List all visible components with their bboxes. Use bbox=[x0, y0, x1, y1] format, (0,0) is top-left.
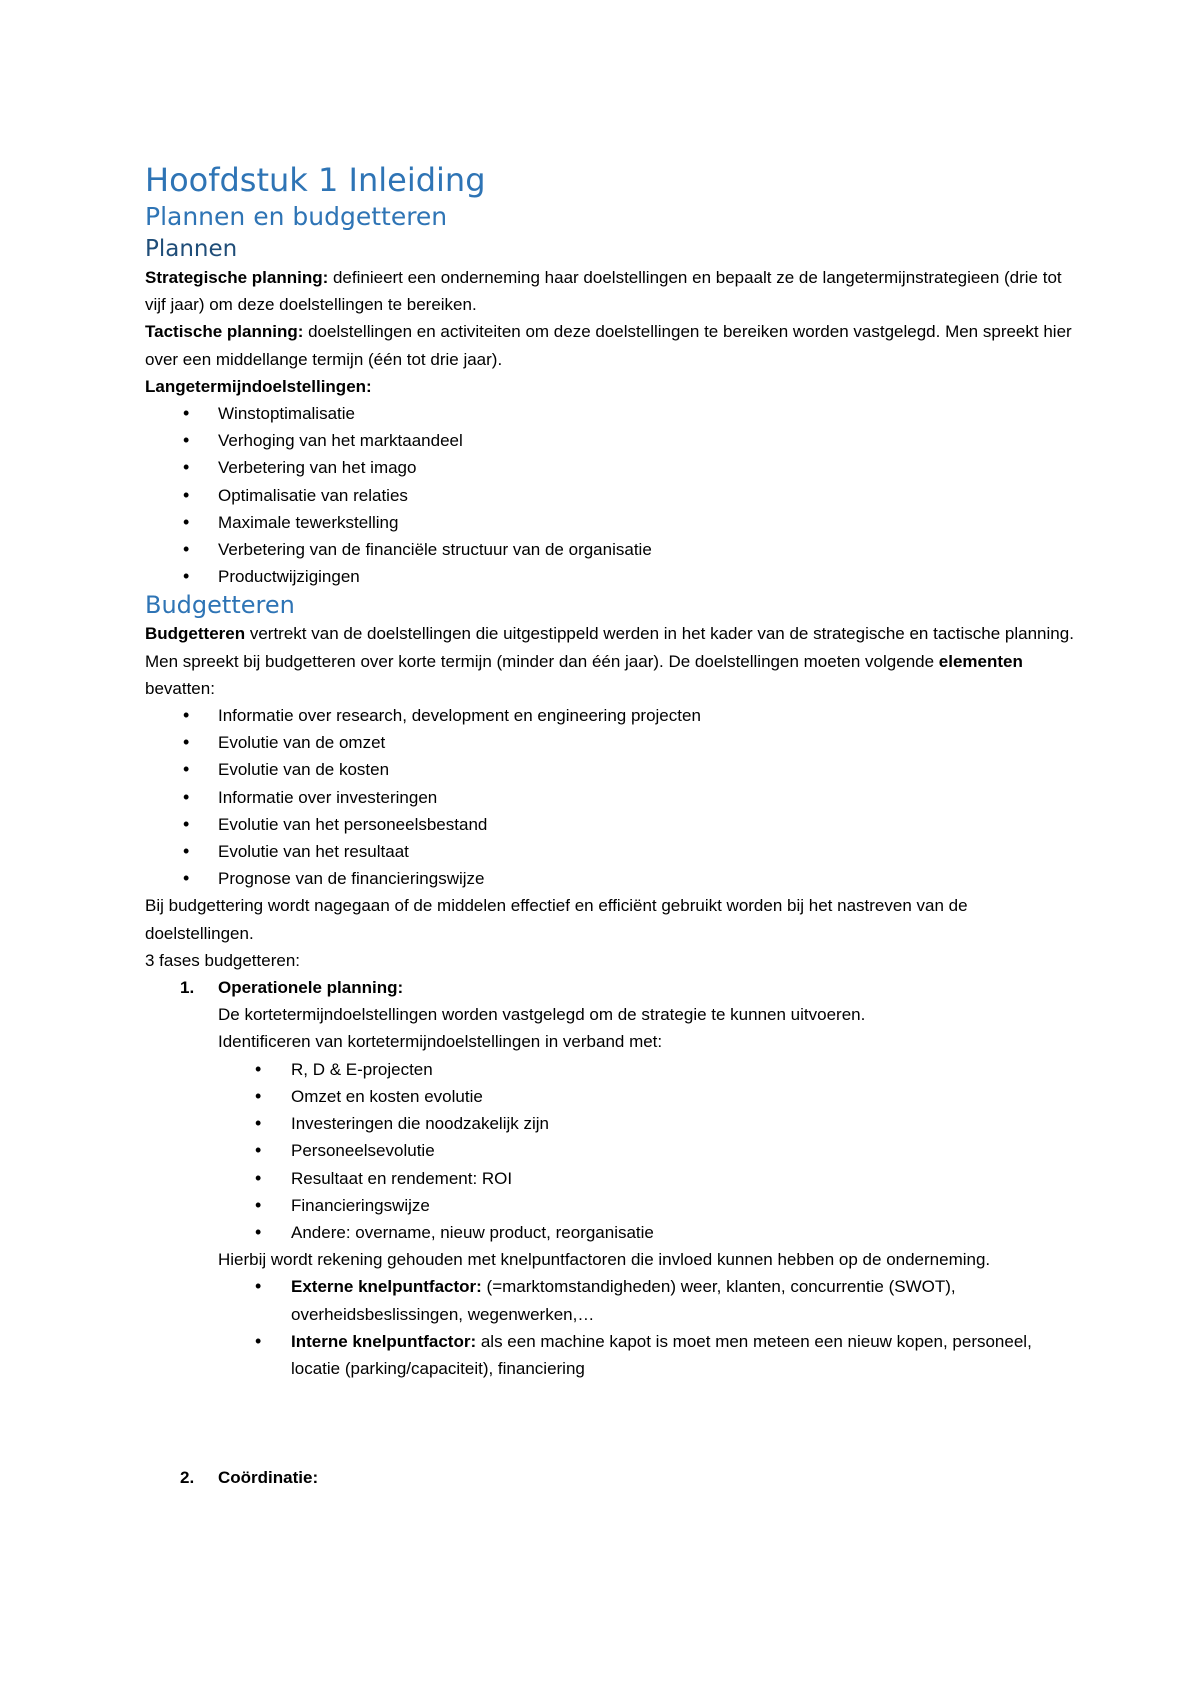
list-item: • Verbetering van de financiële structuur van de organisatie bbox=[145, 536, 1075, 563]
list-item: • Informatie over investeringen bbox=[145, 784, 1075, 811]
text-strategische: definieert een onderneming haar doelstellingen en bepaalt ze de langetermijnstrategieen (drie tot vijf jaar) om deze doelstellingen te bereiken. bbox=[145, 268, 1062, 315]
phase-title: Operationele planning: bbox=[218, 978, 404, 998]
list-item: • Prognose van de financieringswijze bbox=[145, 865, 1075, 892]
list-item: • Productwijzigingen bbox=[145, 563, 1075, 590]
list-kortetermijn bbox=[145, 1056, 1075, 1246]
subsection-budgetteren: Budgetteren bbox=[145, 591, 295, 620]
document-page bbox=[145, 160, 1075, 1491]
list-item: • Investeringen die noodzakelijk zijn bbox=[145, 1110, 1075, 1137]
term-tactische: Tactische planning: bbox=[145, 322, 304, 342]
paragraph-strategische bbox=[145, 264, 1075, 318]
list-item: • Omzet en kosten evolutie bbox=[145, 1083, 1075, 1110]
list-item: • Evolutie van het resultaat bbox=[145, 838, 1075, 865]
list-item: • Optimalisatie van relaties bbox=[145, 482, 1075, 509]
phase-title: Coördinatie: bbox=[218, 1468, 319, 1488]
list-item: • Personeelsevolutie bbox=[145, 1137, 1075, 1164]
list-item: • Evolutie van de kosten bbox=[145, 756, 1075, 783]
list-elementen bbox=[145, 702, 1075, 892]
phase-number: 2. bbox=[180, 1468, 195, 1488]
chapter-title: Hoofdstuk 1 Inleiding bbox=[145, 161, 486, 199]
phase-number: 1. bbox=[180, 978, 195, 998]
list-item: • Resultaat en rendement: ROI bbox=[145, 1165, 1075, 1192]
subsection-plannen: Plannen bbox=[145, 236, 238, 262]
list-item: • Informatie over research, development en engineering projecten bbox=[145, 702, 1075, 729]
phase-text: De kortetermijndoelstellingen worden vastgelegd om de strategie te kunnen uitvoeren. bbox=[218, 1005, 866, 1025]
list-item: • Externe knelpuntfactor: (=marktomstandigheden) weer, klanten, concurrentie (SWOT), overheidsbeslissingen, wegenwerken,… bbox=[145, 1273, 1075, 1327]
list-item: • Evolutie van de omzet bbox=[145, 729, 1075, 756]
phase-item-1 bbox=[145, 974, 1075, 1464]
phase-item-2 bbox=[145, 1464, 1075, 1491]
list-item: • Maximale tewerkstelling bbox=[145, 509, 1075, 536]
phase-text: Hierbij wordt rekening gehouden met knelpuntfactoren die invloed kunnen hebben op de onderneming. bbox=[218, 1250, 991, 1270]
list-langetermijn bbox=[145, 400, 1075, 590]
list-item: • Winstoptimalisatie bbox=[145, 400, 1075, 427]
list-knelpunten bbox=[145, 1273, 1075, 1382]
list-item: • Financieringswijze bbox=[145, 1192, 1075, 1219]
phase-text: Identificeren van kortetermijndoelstellingen in verband met: bbox=[218, 1032, 663, 1052]
list-item: • Verhoging van het marktaandeel bbox=[145, 427, 1075, 454]
list-item: • Andere: overname, nieuw product, reorganisatie bbox=[145, 1219, 1075, 1246]
phases-list bbox=[145, 974, 1075, 1491]
list-item: • Interne knelpuntfactor: als een machine kapot is moet men meteen een nieuw kopen, personeel, locatie (parking/capaciteit), financiering bbox=[145, 1328, 1075, 1382]
list-item: • Verbetering van het imago bbox=[145, 454, 1075, 481]
text-tactische: doelstellingen en activiteiten om deze doelstellingen te bereiken worden vastgelegd. Men spreekt hier over een middellange termijn (één tot drie jaar). bbox=[145, 322, 1072, 369]
paragraph-budgettering: Bij budgettering wordt nagegaan of de middelen effectief en efficiënt gebruikt worden bij het nastreven van de doelstellingen. bbox=[145, 896, 968, 943]
list-item: • R, D & E-projecten bbox=[145, 1056, 1075, 1083]
list-item: • Evolutie van het personeelsbestand bbox=[145, 811, 1075, 838]
heading-langetermijn: Langetermijndoelstellingen: bbox=[145, 376, 372, 396]
phases-label: 3 fases budgetteren: bbox=[145, 950, 301, 970]
paragraph-budgetteren: Budgetteren vertrekt van de doelstellingen die uitgestippeld werden in het kader van de strategische en tactische planning. Men spreekt bij budgetteren over korte termijn (minder dan één jaar). De doelstellingen moeten volgende elementen bevatten: bbox=[145, 624, 1074, 698]
paragraph-tactische bbox=[145, 318, 1075, 372]
term-strategische: Strategische planning: bbox=[145, 268, 329, 287]
section-title: Plannen en budgetteren bbox=[145, 202, 448, 231]
